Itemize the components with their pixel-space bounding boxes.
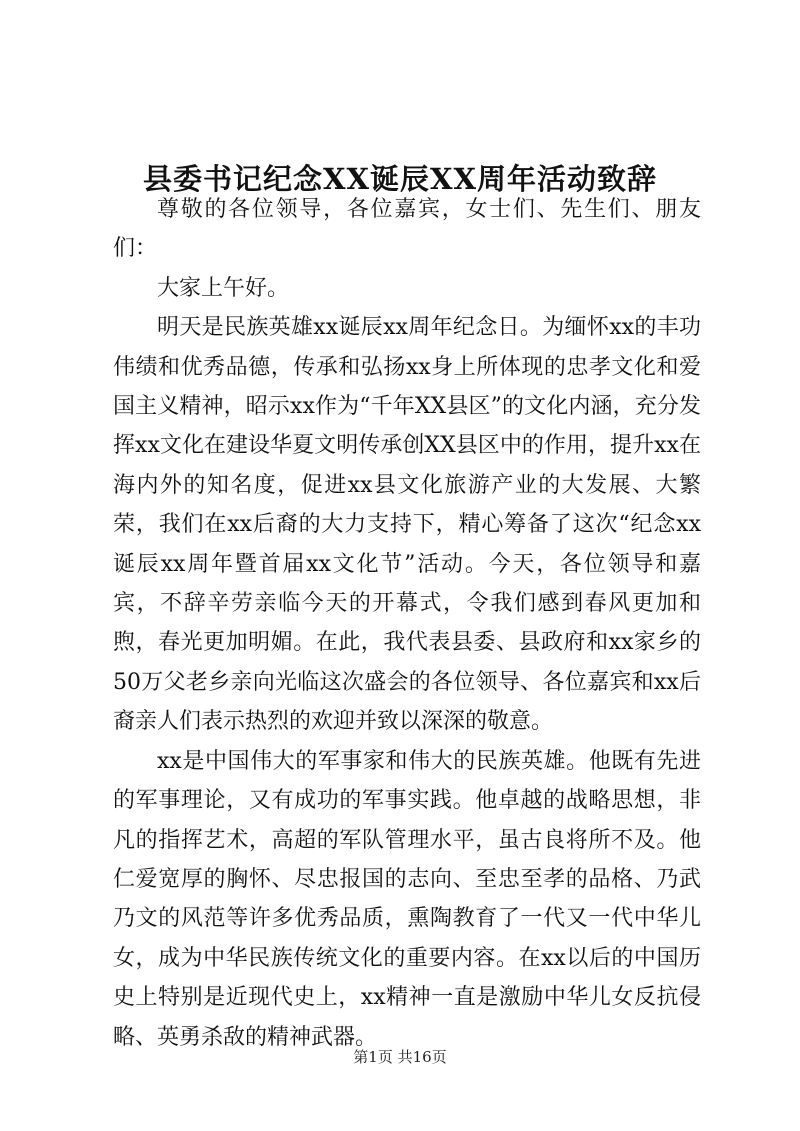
salutation-paragraph: 尊敬的各位领导，各位嘉宾，女士们、先生们、朋友们：	[113, 197, 701, 262]
greeting-paragraph: 大家上午好。	[157, 275, 290, 301]
document-title: 县委书记纪念XX诞辰XX周年活动致辞	[142, 162, 657, 197]
page-footer: 第1页 共16页	[353, 1048, 447, 1066]
body-paragraph-2: xx是中国伟大的军事家和伟大的民族英雄。他既有先进的军事理论，又有成功的军事实践。他卓越的战略思想，非凡的指挥艺术，高超的军队管理水平，虽古良将所不及。他仁爱宽厚的胸怀、尽忠报国的志向、至忠至孝的品格、乃武乃文的风范等许多优秀品质，熏陶教育了一代又一代中华儿女，成为中华民族传统文化的重要内容。在xx以后的中国历史上特别是近现代史上，xx精神一直是激励中华儿女反抗侵略、英勇杀敌的精神武器。	[113, 748, 701, 1050]
body-paragraph-1: 明天是民族英雄xx诞辰xx周年纪念日。为缅怀xx的丰功伟绩和优秀品德，传承和弘扬xx身上所体现的忠孝文化和爱国主义精神，昭示xx作为“千年XX县区”的文化内涵，充分发挥xx文化在建设华夏文明传承创XX县区中的作用，提升xx在海内外的知名度，促进xx县文化旅游产业的大发展、大繁荣，我们在xx后裔的大力支持下，精心筹备了这次“纪念xx诞辰xx周年暨首届xx文化节”活动。今天，各位领导和嘉宾，不辞辛劳亲临今天的开幕式，令我们感到春风更加和煦，春光更加明媚。在此，我代表县委、县政府和xx家乡的50万父老乡亲向光临这次盛会的各位领导、各位嘉宾和xx后裔亲人们表示热烈的欢迎并致以深深的敬意。	[113, 315, 701, 735]
document-body	[113, 190, 701, 1057]
